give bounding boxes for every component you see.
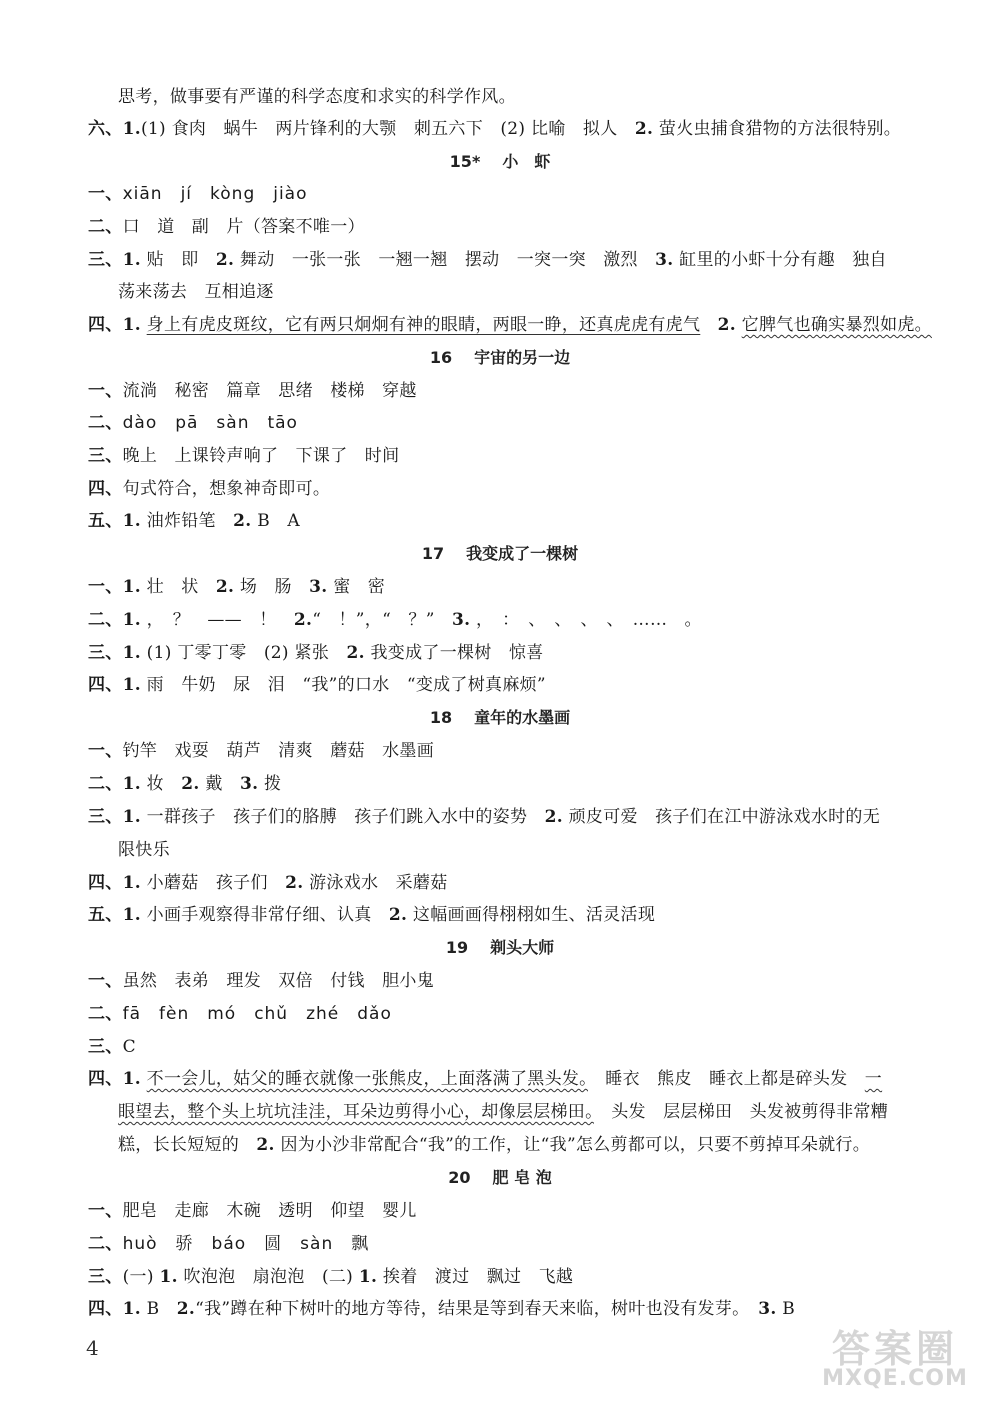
answer-line: 糕，长长短短的 2. 因为小沙非常配合“我”的工作，让“我”怎么剪都可以，只要不剪掉耳朵就行。 [118,1135,871,1155]
lesson-title: 20 肥 皂 泡 [448,1168,552,1187]
lesson-title: 17 我变成了一棵树 [421,544,579,563]
answer-line: 一、流淌 秘密 篇章 思绪 楼梯 穿越 [88,381,417,401]
answer-line: 四、1. 小蘑菇 孩子们 2. 游泳戏水 采蘑菇 [88,873,448,893]
answer-line: 四、1. B 2.“我”蹲在种下树叶的地方等待，结果是等到春天来临，树叶也没有发芽。 3. B [88,1299,796,1319]
answer-line: 二、huò 骄 báo 圆 sàn 飘 [88,1234,370,1254]
answer-line: 荡来荡去 互相追逐 [118,282,274,302]
wavy-underlined-sentence: 一 [864,1069,883,1089]
answer-line: 二、fā fèn mó chǔ zhé dǎo [88,1004,392,1024]
lesson-title: 15* 小 虾 [449,152,551,171]
answer-line: 二、口 道 副 片（答案不唯一） [88,217,365,237]
answer-line: 四、1. 身上有虎皮斑纹，它有两只炯炯有神的眼睛，两眼一睁，还真虎虎有虎气 2. 它脾气也确实暴烈如虎。 [88,315,932,335]
wavy-underlined-sentence: 眼望去，整个头上坑坑洼洼，耳朵边剪得小心，却像层层梯田。 [118,1102,594,1122]
answer-line: 限快乐 [118,840,170,860]
wavy-underlined-sentence: 它脾气也确实暴烈如虎。 [741,315,932,335]
answer-line: 三、晚上 上课铃声响了 下课了 时间 [88,446,400,466]
answer-line: 三、1. 一群孩子 孩子们的胳膊 孩子们跳入水中的姿势 2. 顽皮可爱 孩子们在江中游泳戏水时的无 [88,807,881,827]
answer-line: 一、钓竿 戏耍 葫芦 清爽 蘑菇 水墨画 [88,741,435,761]
answer-line: 眼望去，整个头上坑坑洼洼，耳朵边剪得小心，却像层层梯田。 头发 层层梯田 头发被剪得非常糟 [118,1102,889,1122]
answer-line: 思考，做事要有严谨的科学态度和求实的科学作风。 [118,87,516,107]
answer-line: 五、1. 油炸铅笔 2. B A [88,511,300,531]
answer-line: 四、1. 不一会儿，姑父的睡衣就像一张熊皮，上面落满了黑头发。 睡衣 熊皮 睡衣上都是碎头发 一 [88,1069,883,1089]
answer-line: 一、虽然 表弟 理发 双倍 付钱 胆小鬼 [88,971,435,991]
wavy-underlined-sentence: 不一会儿，姑父的睡衣就像一张熊皮，上面落满了黑头发。 [146,1069,588,1089]
answer-line: 四、句式符合，想象神奇即可。 [88,479,331,499]
answer-line: 三、C [88,1037,136,1057]
answer-line: 三、1. (1) 丁零丁零 (2) 紧张 2. 我变成了一棵树 惊喜 [88,643,544,663]
answer-line: 五、1. 小画手观察得非常仔细、认真 2. 这幅画画得栩栩如生、活灵活现 [88,905,656,925]
answer-line: 二、dào pā sàn tāo [88,413,298,433]
answer-line: 二、1. ， ？ —— ！ 2.“ ！”，“ ？” 3. ， ： 、 、 、 、 …… 。 [88,610,702,630]
answer-line: 二、1. 妆 2. 戴 3. 拨 [88,774,282,794]
answer-line: 一、肥皂 走廊 木碗 透明 仰望 婴儿 [88,1201,417,1221]
watermark-url: MXQE.COM [822,1366,968,1391]
answer-line: 四、1. 雨 牛奶 尿 泪 “我”的口水 “变成了树真麻烦” [88,675,546,695]
lesson-title: 19 剃头大师 [445,938,555,957]
answer-line: 六、1.(1) 食肉 蜗牛 两片锋利的大颚 刺五六下 (2) 比喻 拟人 2. 萤火虫捕食猎物的方法很特别。 [88,119,902,139]
underlined-sentence: 身上有虎皮斑纹，它有两只炯炯有神的眼睛，两眼一睁，还真虎虎有虎气 [146,315,701,335]
page-number: 4 [86,1336,99,1360]
lesson-title: 18 童年的水墨画 [429,708,571,727]
lesson-title: 16 宇宙的另一边 [429,348,571,367]
watermark-text: 答案圈 [831,1327,958,1371]
watermark-logo [805,1318,985,1398]
answer-line: 一、1. 壮 状 2. 场 肠 3. 蜜 密 [88,577,386,597]
answer-line: 一、xiān jí kòng jiào [88,184,308,204]
answer-line: 三、1. 贴 即 2. 舞动 一张一张 一翘一翘 摆动 一突一突 激烈 3. 缸里的小虾十分有趣 独自 [88,250,887,270]
answer-line: 三、(一) 1. 吹泡泡 扇泡泡 (二) 1. 挨着 渡过 飘过 飞越 [88,1267,574,1287]
